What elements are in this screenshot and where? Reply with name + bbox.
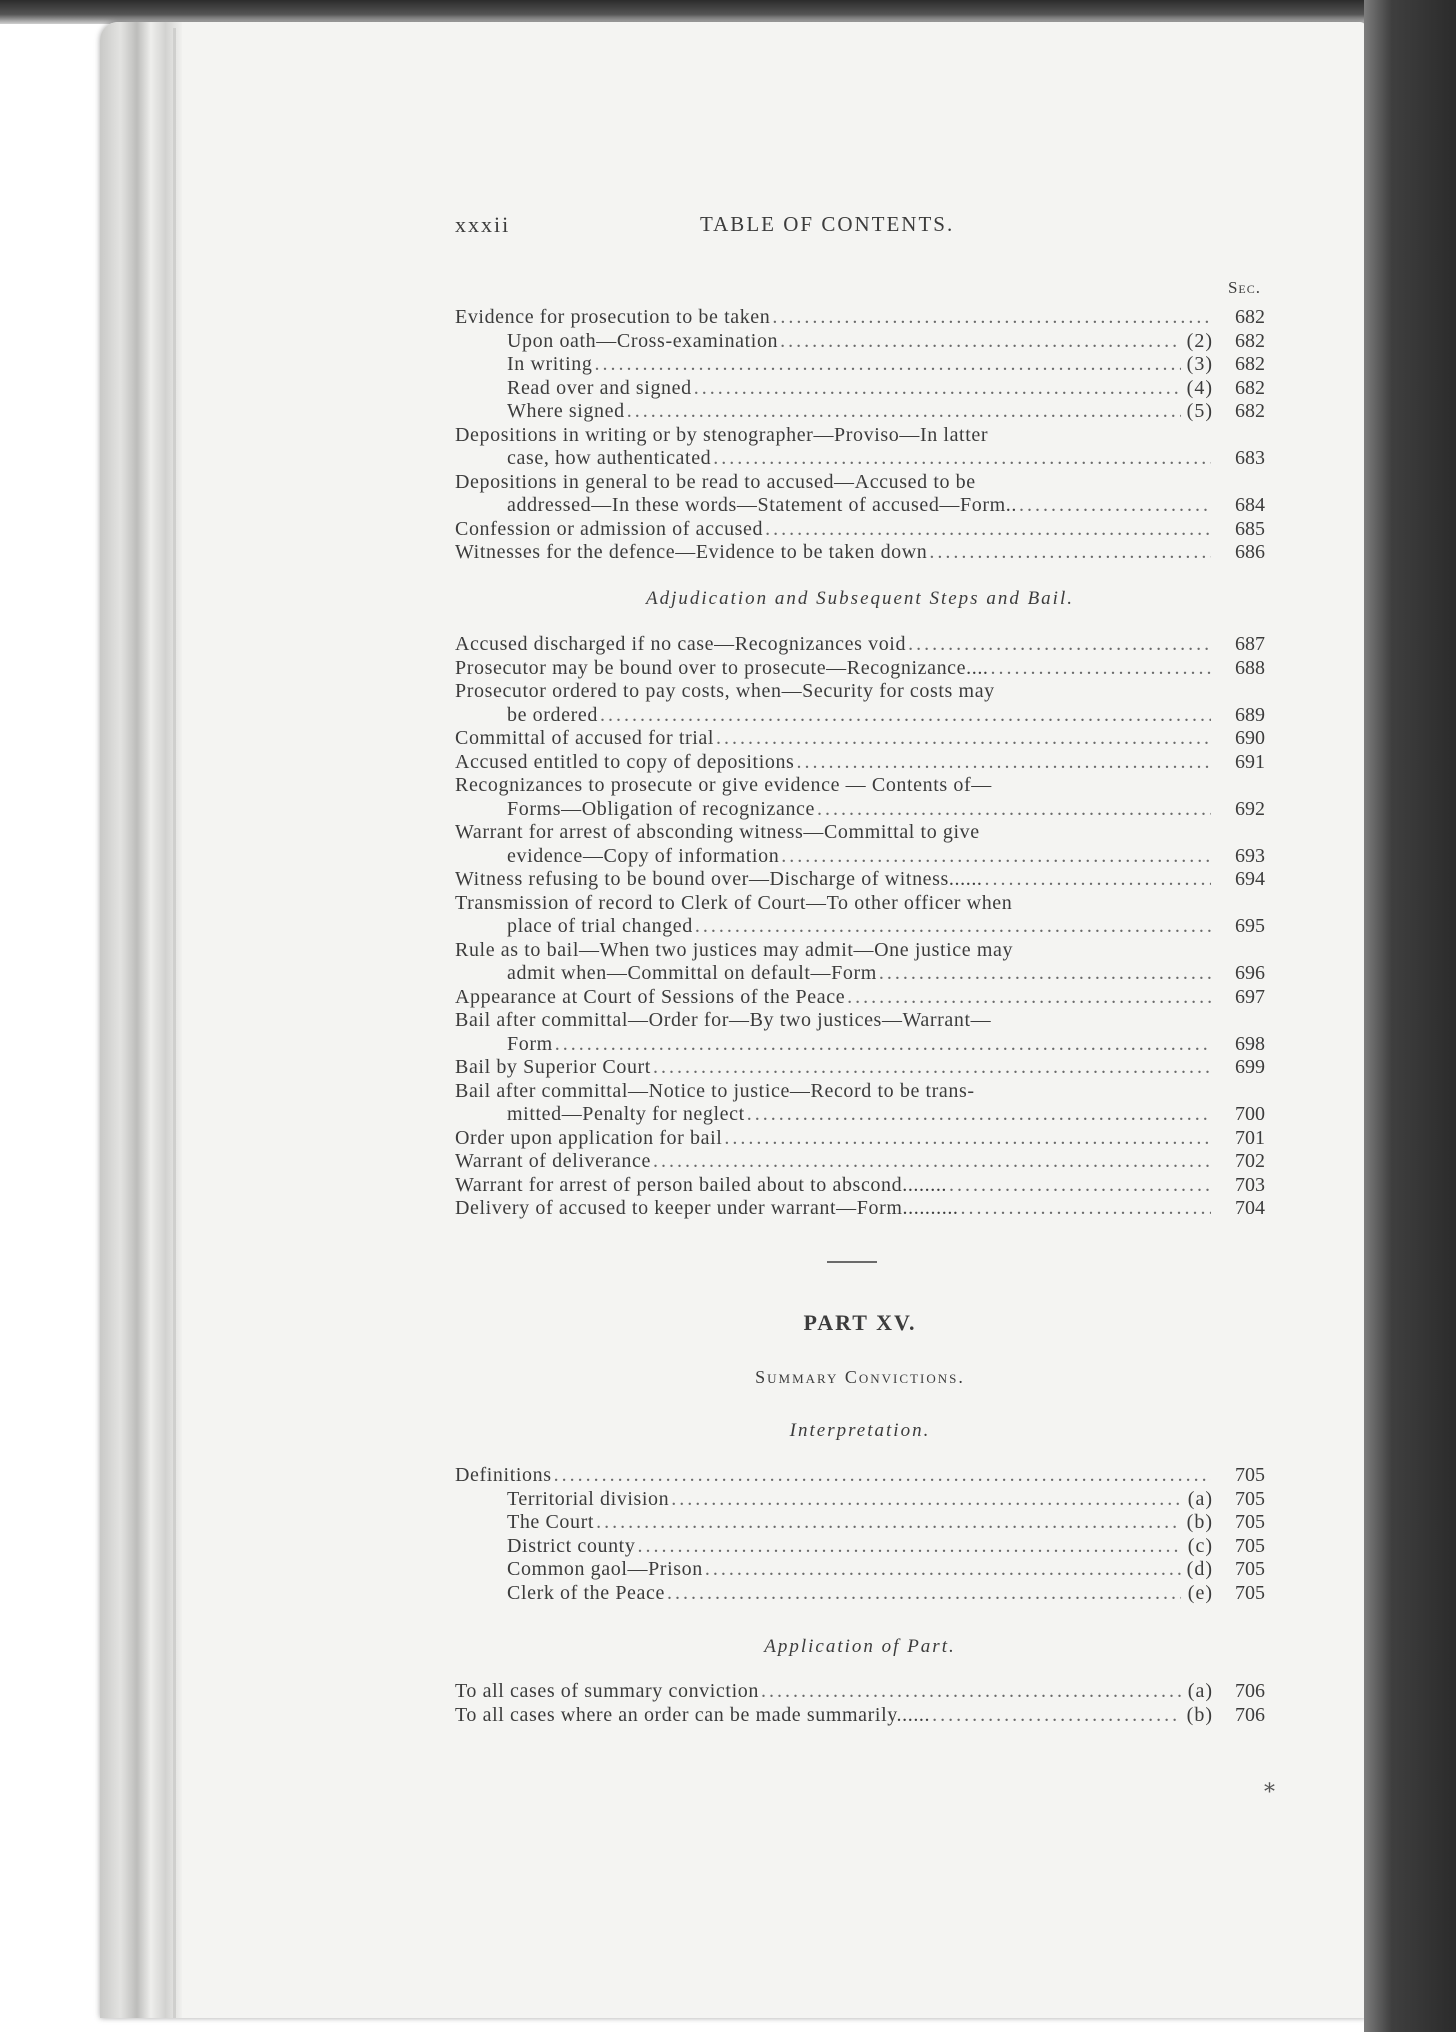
section-number: 691 xyxy=(1235,750,1265,773)
toc-entry xyxy=(455,1056,1265,1080)
section-number: 688 xyxy=(1235,656,1265,679)
scan-right-edge xyxy=(1364,0,1456,2032)
section-number: 696 xyxy=(1235,962,1265,984)
toc-entry xyxy=(455,1009,1265,1033)
entry-text: Confession or admission of accused xyxy=(455,517,764,540)
section-number: 704 xyxy=(1235,1197,1265,1219)
section-number: 698 xyxy=(1235,1032,1265,1055)
part-title: PART XV. xyxy=(803,1310,917,1335)
entry-text: Bail by Superior Court xyxy=(455,1056,651,1078)
interpretation-heading: Interpretation. xyxy=(789,1420,931,1441)
toc-entry xyxy=(455,377,1265,401)
entry-text: Warrant of deliverance xyxy=(455,1150,651,1172)
subsection-ref: (d) xyxy=(1186,1558,1213,1580)
entry-text: The Court xyxy=(507,1511,595,1533)
toc-entry xyxy=(455,751,1265,775)
entry-text: Transmission of record to Clerk of Court—To other officer when xyxy=(455,891,1013,914)
leader-dots xyxy=(600,704,1211,728)
leader-dots xyxy=(765,518,1211,542)
toc-entry xyxy=(455,1558,1265,1582)
toc-entry-continuation xyxy=(455,1033,1265,1057)
leader-dots xyxy=(879,962,1211,986)
section-number: 682 xyxy=(1235,306,1265,328)
section-number: 683 xyxy=(1235,447,1265,469)
entry-text: Order upon application for bail xyxy=(455,1126,723,1149)
page-title: TABLE OF CONTENTS. xyxy=(700,212,955,236)
leader-dots xyxy=(594,353,1181,377)
toc-entry xyxy=(455,727,1265,751)
toc-entry-continuation xyxy=(455,494,1265,518)
toc-entry xyxy=(455,1488,1265,1512)
leader-dots xyxy=(847,986,1211,1010)
subsection-ref: (5) xyxy=(1186,400,1213,422)
toc-entry xyxy=(455,892,1265,916)
leader-dots xyxy=(713,447,1211,471)
entry-text: Warrant for arrest of absconding witness—Committal to give xyxy=(455,821,980,843)
section-number: 705 xyxy=(1235,1487,1265,1510)
leader-dots xyxy=(695,915,1211,939)
toc-entry xyxy=(455,1535,1265,1559)
section-number: 682 xyxy=(1235,329,1265,352)
leader-dots xyxy=(991,657,1211,681)
section-number: 686 xyxy=(1235,541,1265,563)
leader-dots xyxy=(961,1197,1211,1221)
toc-entry-continuation xyxy=(455,704,1265,728)
toc-entry xyxy=(455,1197,1265,1221)
entry-text: Recognizances to prosecute or give evidence — Contents of— xyxy=(455,774,992,796)
section-number: 693 xyxy=(1235,844,1265,867)
subsection-ref: (a) xyxy=(1187,1487,1213,1510)
entry-text-continued: case, how authenticated xyxy=(507,447,712,469)
toc-entry xyxy=(455,774,1265,798)
section-number: 694 xyxy=(1235,868,1265,890)
entry-text: Prosecutor ordered to pay costs, when—Security for costs may xyxy=(455,680,995,702)
section-number: 685 xyxy=(1235,517,1265,540)
section-number: 705 xyxy=(1235,1464,1265,1486)
toc-entry xyxy=(455,986,1265,1010)
leader-dots xyxy=(554,1464,1211,1488)
section-number: 706 xyxy=(1235,1680,1265,1702)
toc-entry xyxy=(455,400,1265,424)
entry-text-continued: evidence—Copy of information xyxy=(507,844,780,867)
toc-entry xyxy=(455,657,1265,681)
section-number: 701 xyxy=(1235,1126,1265,1149)
toc-entry xyxy=(455,353,1265,377)
entry-text-continued: addressed—In these words—Statement of accused—Form.. xyxy=(507,494,1017,516)
entry-text: Depositions in writing or by stenographer—Proviso—In latter xyxy=(455,423,989,446)
entry-text-continued: Forms—Obligation of recognizance xyxy=(507,797,816,820)
subsection-ref: (4) xyxy=(1186,376,1213,399)
leader-dots xyxy=(908,633,1211,657)
toc-entry xyxy=(455,306,1265,330)
toc-entry xyxy=(455,1150,1265,1174)
entry-text: Where signed xyxy=(507,400,625,422)
entry-text: Bail after committal—Order for—By two justices—Warrant— xyxy=(455,1009,992,1031)
entry-text: Accused discharged if no case—Recognizances void xyxy=(455,633,907,655)
subsection-ref: (b) xyxy=(1186,1703,1213,1726)
toc-entry xyxy=(455,633,1265,657)
toc-entry xyxy=(455,1464,1265,1488)
leader-dots xyxy=(724,1127,1211,1151)
entry-text-continued: place of trial changed xyxy=(507,915,693,937)
application-section xyxy=(455,1680,1265,1727)
section-number: 684 xyxy=(1235,494,1265,516)
leader-dots xyxy=(772,306,1211,330)
entry-text: Upon oath—Cross-examination xyxy=(507,329,779,352)
entry-text: Warrant for arrest of person bailed about to abscond........ xyxy=(455,1173,948,1196)
leader-dots xyxy=(796,751,1211,775)
toc-entry xyxy=(455,1680,1265,1704)
section-divider xyxy=(827,1261,877,1263)
section-number: 705 xyxy=(1235,1534,1265,1557)
section-number: 705 xyxy=(1235,1511,1265,1533)
leader-dots xyxy=(747,1103,1211,1127)
subsection-ref: (2) xyxy=(1186,329,1213,352)
entry-text: Witness refusing to be bound over—Discharge of witness...... xyxy=(455,868,983,890)
toc-entry-continuation xyxy=(455,845,1265,869)
interpretation-section xyxy=(455,1464,1265,1605)
leader-dots xyxy=(694,377,1181,401)
leader-dots xyxy=(653,1056,1211,1080)
toc-entry-continuation xyxy=(455,447,1265,471)
entry-text: Definitions xyxy=(455,1464,552,1486)
entry-text: To all cases of summary conviction xyxy=(455,1680,759,1702)
toc-entry xyxy=(455,939,1265,963)
entry-text: Witnesses for the defence—Evidence to be taken down xyxy=(455,541,928,563)
toc-entry xyxy=(455,1704,1265,1728)
section-number: 687 xyxy=(1235,633,1265,655)
entry-text: Bail after committal—Notice to justice—Record to be trans- xyxy=(455,1079,975,1102)
section-number: 706 xyxy=(1235,1703,1265,1726)
adjudication-section xyxy=(455,633,1265,1221)
scan-top-edge xyxy=(0,0,1456,24)
leader-dots xyxy=(555,1033,1211,1057)
toc-entry-continuation xyxy=(455,962,1265,986)
leader-dots xyxy=(932,1704,1181,1728)
leader-dots xyxy=(985,868,1211,892)
entry-text: Read over and signed xyxy=(507,376,692,399)
section-number: 689 xyxy=(1235,703,1265,726)
page-binding-edge xyxy=(100,22,182,2018)
entry-text: In writing xyxy=(507,353,593,375)
section-number: 703 xyxy=(1235,1173,1265,1196)
subsection-ref: (a) xyxy=(1187,1680,1213,1702)
entry-text: Appearance at Court of Sessions of the Peace xyxy=(455,985,846,1008)
toc-entry xyxy=(455,680,1265,704)
toc-entry xyxy=(455,1511,1265,1535)
leader-dots xyxy=(667,1582,1181,1606)
entry-text-continued: Form xyxy=(507,1032,553,1055)
leader-dots xyxy=(596,1511,1181,1535)
entry-text-continued: admit when—Committal on default—Form xyxy=(507,962,877,984)
entry-text: Rule as to bail—When two justices may admit—One justice may xyxy=(455,938,1014,961)
entry-text: District county xyxy=(507,1534,636,1557)
leader-dots xyxy=(781,845,1211,869)
leader-dots xyxy=(949,1174,1211,1198)
subsection-ref: (e) xyxy=(1187,1581,1213,1604)
leader-dots xyxy=(929,541,1211,565)
entry-text: Evidence for prosecution to be taken xyxy=(455,306,771,328)
toc-entry-continuation xyxy=(455,798,1265,822)
section-number: 682 xyxy=(1235,400,1265,422)
toc-entry-continuation xyxy=(455,1103,1265,1127)
toc-entry xyxy=(455,330,1265,354)
evidence-section xyxy=(455,306,1265,565)
section-number: 699 xyxy=(1235,1056,1265,1078)
toc-entry xyxy=(455,868,1265,892)
ink-mark: ⁎ xyxy=(1264,1772,1275,1797)
entry-text: Prosecutor may be bound over to prosecute—Recognizance.... xyxy=(455,656,989,679)
toc-entry xyxy=(455,1582,1265,1606)
entry-text: Common gaol—Prison xyxy=(507,1558,703,1580)
leader-dots xyxy=(671,1488,1181,1512)
toc-entry xyxy=(455,1127,1265,1151)
leader-dots xyxy=(761,1680,1181,1704)
application-heading: Application of Part. xyxy=(764,1636,956,1657)
leader-dots xyxy=(817,798,1211,822)
toc-entry-continuation xyxy=(455,915,1265,939)
section-number: 692 xyxy=(1235,797,1265,820)
section-number: 682 xyxy=(1235,353,1265,375)
entry-text: Depositions in general to be read to accused—Accused to be xyxy=(455,470,976,493)
entry-text: Delivery of accused to keeper under warrant—Form.......... xyxy=(455,1197,959,1219)
leader-dots xyxy=(780,330,1181,354)
section-number: 705 xyxy=(1235,1558,1265,1580)
section-number: 682 xyxy=(1235,376,1265,399)
subsection-ref: (c) xyxy=(1187,1534,1213,1557)
entry-text: Committal of accused for trial xyxy=(455,727,715,749)
entry-text: Accused entitled to copy of depositions xyxy=(455,750,795,773)
entry-text: Clerk of the Peace xyxy=(507,1581,665,1604)
toc-entry xyxy=(455,541,1265,565)
leader-dots xyxy=(627,400,1181,424)
toc-entry xyxy=(455,1080,1265,1104)
running-head xyxy=(455,210,1265,240)
subsection-ref: (3) xyxy=(1186,353,1213,375)
entry-text: To all cases where an order can be made summarily...... xyxy=(455,1703,931,1726)
section-column-label: Sec. xyxy=(1227,278,1261,297)
part-subtitle: Summary Convictions. xyxy=(755,1367,965,1387)
leader-dots xyxy=(653,1150,1211,1174)
leader-dots xyxy=(716,727,1211,751)
toc-entry xyxy=(455,1174,1265,1198)
toc-entry xyxy=(455,821,1265,845)
section-number: 700 xyxy=(1235,1103,1265,1125)
toc-entry xyxy=(455,518,1265,542)
entry-text-continued: mitted—Penalty for neglect xyxy=(507,1103,745,1125)
section-number: 697 xyxy=(1235,985,1265,1008)
page-number: xxxii xyxy=(455,212,511,237)
adjudication-heading: Adjudication and Subsequent Steps and Bail. xyxy=(646,588,1074,609)
subsection-ref: (b) xyxy=(1186,1511,1213,1533)
binding-line xyxy=(173,28,176,2018)
entry-text: Territorial division xyxy=(507,1487,670,1510)
section-number: 690 xyxy=(1235,727,1265,749)
entry-text-continued: be ordered xyxy=(507,703,598,726)
leader-dots xyxy=(705,1558,1181,1582)
section-number: 702 xyxy=(1235,1150,1265,1172)
section-number: 695 xyxy=(1235,915,1265,937)
section-number: 705 xyxy=(1235,1581,1265,1604)
leader-dots xyxy=(637,1535,1181,1559)
toc-entry xyxy=(455,424,1265,448)
toc-entry xyxy=(455,471,1265,495)
leader-dots xyxy=(1019,494,1211,518)
